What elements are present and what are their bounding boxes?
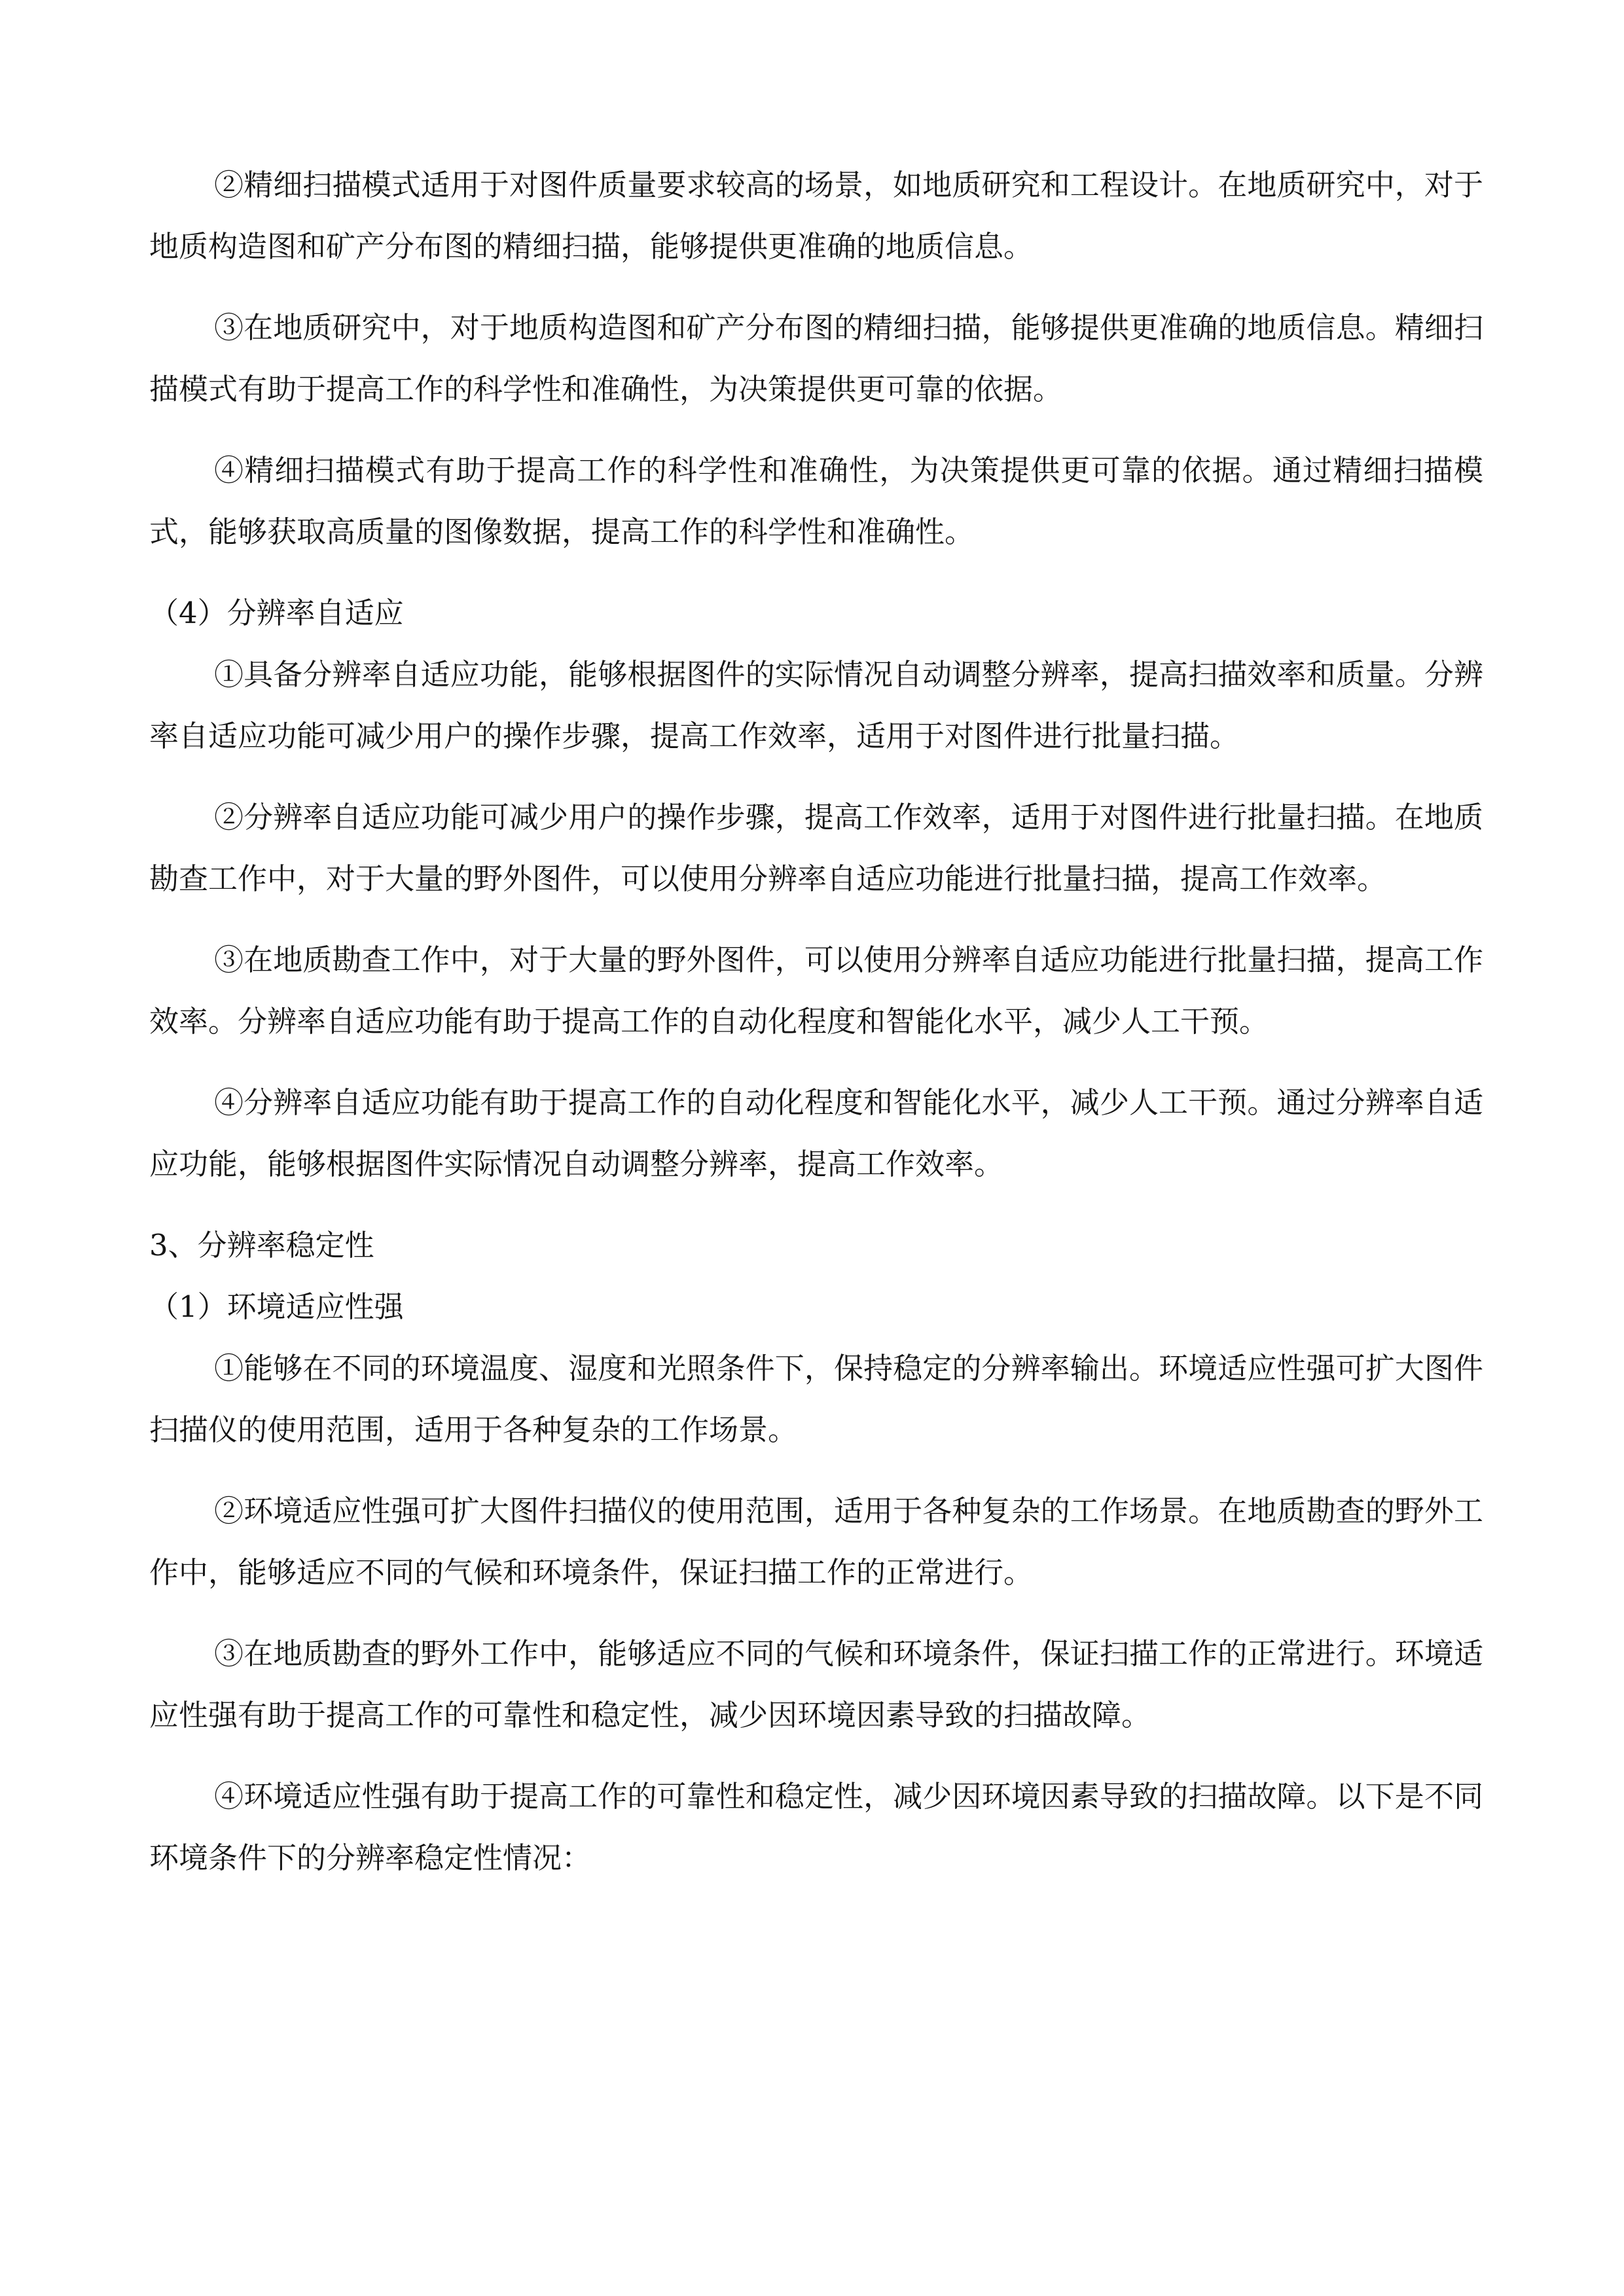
subsection-heading-environment-adaptability: （1）环境适应性强 [149, 1289, 404, 1324]
paragraph-environment-1: ①能够在不同的环境温度、湿度和光照条件下，保持稳定的分辨率输出。环境适应性强可扩大图件扫描仪的使用范围，适用于各种复杂的工作场景。 [149, 1351, 1483, 1447]
paragraph-fine-scan-4: ④精细扫描模式有助于提高工作的科学性和准确性，为决策提供更可靠的依据。通过精细扫描模式，能够获取高质量的图像数据，提高工作的科学性和准确性。 [149, 453, 1483, 549]
paragraph-adaptive-2: ②分辨率自适应功能可减少用户的操作步骤，提高工作效率，适用于对图件进行批量扫描。在地质勘查工作中，对于大量的野外图件，可以使用分辨率自适应功能进行批量扫描，提高工作效率。 [149, 800, 1483, 896]
paragraph-fine-scan-2: ②精细扫描模式适用于对图件质量要求较高的场景，如地质研究和工程设计。在地质研究中，对于地质构造图和矿产分布图的精细扫描，能够提供更准确的地质信息。 [149, 168, 1483, 264]
section-heading-resolution-adaptive: （4）分辨率自适应 [149, 596, 404, 630]
paragraph-adaptive-3: ③在地质勘查工作中，对于大量的野外图件，可以使用分辨率自适应功能进行批量扫描，提高工作效率。分辨率自适应功能有助于提高工作的自动化程度和智能化水平，减少人工干预。 [149, 942, 1483, 1039]
paragraph-adaptive-1: ①具备分辨率自适应功能，能够根据图件的实际情况自动调整分辨率，提高扫描效率和质量。分辨率自适应功能可减少用户的操作步骤，提高工作效率，适用于对图件进行批量扫描。 [149, 657, 1483, 753]
paragraph-environment-4: ④环境适应性强有助于提高工作的可靠性和稳定性，减少因环境因素导致的扫描故障。以下是不同环境条件下的分辨率稳定性情况： [149, 1779, 1483, 1875]
paragraph-fine-scan-3: ③在地质研究中，对于地质构造图和矿产分布图的精细扫描，能够提供更准确的地质信息。精细扫描模式有助于提高工作的科学性和准确性，为决策提供更可靠的依据。 [149, 310, 1483, 406]
document-page [149, 154, 1483, 1909]
paragraph-adaptive-4: ④分辨率自适应功能有助于提高工作的自动化程度和智能化水平，减少人工干预。通过分辨率自适应功能，能够根据图件实际情况自动调整分辨率，提高工作效率。 [149, 1085, 1483, 1181]
section-heading-resolution-stability: 3、分辨率稳定性 [149, 1228, 374, 1263]
paragraph-environment-3: ③在地质勘查的野外工作中，能够适应不同的气候和环境条件，保证扫描工作的正常进行。环境适应性强有助于提高工作的可靠性和稳定性，减少因环境因素导致的扫描故障。 [149, 1636, 1483, 1732]
paragraph-environment-2: ②环境适应性强可扩大图件扫描仪的使用范围，适用于各种复杂的工作场景。在地质勘查的野外工作中，能够适应不同的气候和环境条件，保证扫描工作的正常进行。 [149, 1494, 1483, 1590]
